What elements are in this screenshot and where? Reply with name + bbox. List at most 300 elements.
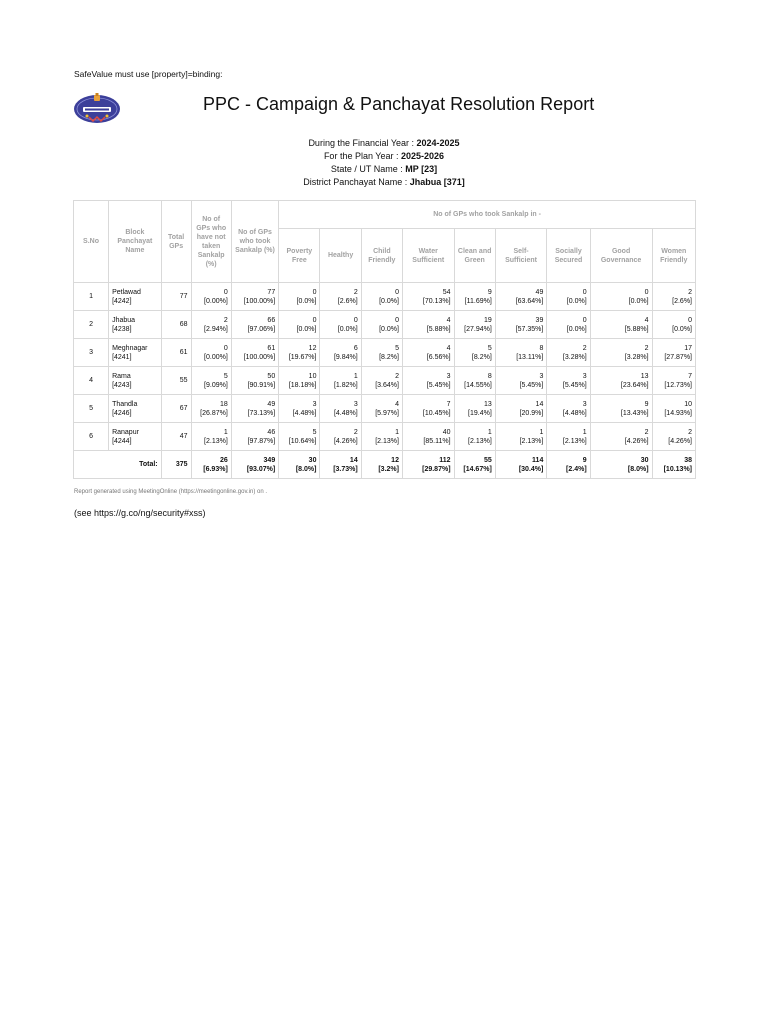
district-label: District Panchayat Name :	[303, 177, 410, 187]
security-link-note: (see https://g.co/ng/security#xss)	[74, 508, 206, 518]
cell-count: 40	[442, 428, 451, 436]
cell-percent: [3.28%]	[562, 353, 587, 361]
table-cell-value	[590, 367, 652, 395]
table-cell-value	[320, 367, 361, 395]
cell-count: 0	[312, 288, 317, 296]
table-cell-value	[279, 339, 320, 367]
block-code: [4242]	[112, 297, 132, 305]
table-cell-value	[402, 395, 454, 423]
cell-percent: [9.09%]	[204, 381, 228, 389]
row-sno: 5	[74, 395, 109, 423]
header-theme: Child Friendly	[361, 229, 402, 283]
cell-percent: [0.0%]	[566, 297, 587, 305]
cell-percent: [23.64%]	[620, 381, 649, 389]
table-cell-value	[320, 451, 361, 479]
table-cell-value	[454, 283, 495, 311]
cell-percent: [0.0%]	[566, 325, 587, 333]
cell-percent: [90.91%]	[247, 381, 276, 389]
cell-percent: [4.26%]	[333, 437, 358, 445]
row-block-name	[109, 395, 162, 423]
cell-percent: [6.93%]	[203, 465, 228, 473]
cell-count: 1	[582, 428, 587, 436]
table-cell-value	[495, 367, 547, 395]
cell-count: 2	[644, 344, 649, 352]
cell-percent: [10.64%]	[288, 437, 317, 445]
cell-count: 7	[446, 400, 451, 408]
report-footnote: Report generated using MeetingOnline (https://meetingonline.gov.in) on .	[74, 489, 268, 495]
cell-percent: [9.84%]	[333, 353, 358, 361]
cell-percent: [14.93%]	[664, 409, 692, 417]
cell-count: 4	[446, 316, 451, 324]
state-row	[0, 163, 768, 176]
cell-percent: [0.0%]	[379, 297, 399, 305]
cell-count: 2	[688, 428, 692, 436]
cell-percent: [19.67%]	[288, 353, 317, 361]
cell-count: 2	[353, 288, 358, 296]
cell-count: 38	[684, 456, 692, 464]
cell-count: 3	[582, 372, 587, 380]
cell-percent: [14.67%]	[463, 465, 492, 473]
table-cell-value	[279, 311, 320, 339]
table-cell-value	[547, 367, 590, 395]
cell-percent: [8.2%]	[379, 353, 399, 361]
cell-percent: [73.13%]	[247, 409, 276, 417]
header-took: No of GPs who took Sankalp (%)	[231, 201, 278, 283]
header-theme: Women Friendly	[652, 229, 695, 283]
cell-count: 5	[487, 344, 492, 352]
cell-count: 50	[267, 372, 276, 380]
cell-percent: [0.0%]	[628, 297, 649, 305]
fy-label: During the Financial Year :	[308, 138, 417, 148]
cell-percent: [0.0%]	[296, 297, 317, 305]
cell-percent: [8.0%]	[295, 465, 317, 473]
table-cell-value	[495, 283, 547, 311]
cell-percent: [27.87%]	[664, 353, 692, 361]
table-row	[74, 367, 696, 395]
table-cell-value	[495, 451, 547, 479]
cell-percent: [30.4%]	[518, 465, 544, 473]
cell-percent: [3.64%]	[375, 381, 399, 389]
table-cell-value	[402, 283, 454, 311]
cell-count: 114	[532, 456, 544, 464]
row-block-name	[109, 283, 162, 311]
cell-count: 112	[439, 456, 451, 464]
cell-percent: [8.2%]	[471, 353, 492, 361]
cell-percent: [11.69%]	[464, 297, 492, 305]
district-row	[0, 176, 768, 189]
block-name: Meghnagar	[112, 344, 148, 352]
table-cell-value	[191, 311, 231, 339]
cell-percent: [19.4%]	[468, 409, 492, 417]
table-cell-value	[652, 451, 695, 479]
header-block-name: Block Panchayat Name	[109, 201, 162, 283]
cell-count: 10	[684, 400, 692, 408]
cell-count: 8	[487, 372, 492, 380]
cell-count: 39	[535, 316, 544, 324]
table-cell-value	[402, 339, 454, 367]
cell-percent: [100.00%]	[243, 353, 276, 361]
table-cell-value	[320, 283, 361, 311]
cell-percent: [26.87%]	[200, 409, 228, 417]
row-sno: 4	[74, 367, 109, 395]
cell-percent: [0.0%]	[672, 325, 692, 333]
cell-count: 0	[223, 344, 228, 352]
cell-percent: [10.45%]	[422, 409, 451, 417]
cell-percent: [100.00%]	[243, 297, 276, 305]
cell-percent: [2.13%]	[562, 437, 587, 445]
row-total-gps: 61	[161, 339, 191, 367]
table-cell-value	[547, 395, 590, 423]
table-cell-value	[361, 283, 402, 311]
table-cell-value	[402, 367, 454, 395]
cell-percent: [0.00%]	[204, 353, 228, 361]
cell-count: 61	[267, 344, 276, 352]
table-cell-value	[454, 367, 495, 395]
table-cell-value	[652, 395, 695, 423]
state-label: State / UT Name :	[330, 164, 406, 174]
cell-percent: [4.48%]	[292, 409, 317, 417]
cell-percent: [97.06%]	[247, 325, 276, 333]
cell-count: 26	[219, 456, 228, 464]
cell-count: 14	[349, 456, 358, 464]
cell-count: 49	[535, 288, 544, 296]
table-row	[74, 423, 696, 451]
cell-percent: [1.82%]	[333, 381, 358, 389]
table-cell-value	[495, 395, 547, 423]
cell-percent: [2.94%]	[204, 325, 228, 333]
cell-count: 4	[446, 344, 451, 352]
cell-percent: [4.48%]	[562, 409, 587, 417]
table-cell-value	[547, 451, 590, 479]
state-value: MP [23]	[405, 164, 438, 174]
table-cell-value	[231, 423, 278, 451]
cell-percent: [0.00%]	[204, 297, 228, 305]
cell-percent: [4.26%]	[624, 437, 649, 445]
cell-percent: [57.35%]	[515, 325, 544, 333]
cell-percent: [63.64%]	[515, 297, 544, 305]
safevalue-notice: SafeValue must use [property]=binding:	[74, 69, 223, 79]
table-cell-value	[231, 311, 278, 339]
cell-count: 3	[353, 400, 358, 408]
cell-percent: [13.11%]	[516, 353, 544, 361]
table-cell-value	[402, 423, 454, 451]
cell-count: 0	[582, 316, 587, 324]
row-total-gps: 77	[161, 283, 191, 311]
header-sno: S.No	[74, 201, 109, 283]
table-cell-value	[191, 283, 231, 311]
table-cell-value	[320, 339, 361, 367]
cell-percent: [3.73%]	[333, 465, 358, 473]
table-cell-value	[361, 311, 402, 339]
row-sno: 1	[74, 283, 109, 311]
table-cell-value	[454, 395, 495, 423]
table-cell-value	[191, 339, 231, 367]
table-cell-value	[547, 423, 590, 451]
row-total-gps: 68	[161, 311, 191, 339]
cell-percent: [93.07%]	[246, 465, 276, 473]
cell-count: 66	[267, 316, 276, 324]
cell-percent: [14.55%]	[464, 381, 492, 389]
cell-count: 1	[539, 428, 544, 436]
cell-count: 77	[267, 288, 276, 296]
cell-percent: [29.87%]	[422, 465, 451, 473]
table-cell-value	[495, 339, 547, 367]
cell-count: 2	[688, 288, 692, 296]
row-block-name	[109, 367, 162, 395]
table-row	[74, 339, 696, 367]
cell-count: 14	[535, 400, 544, 408]
block-name: Jhabua	[112, 316, 136, 324]
cell-count: 10	[308, 372, 317, 380]
cell-percent: [70.13%]	[422, 297, 451, 305]
cell-count: 49	[267, 400, 276, 408]
table-cell-value	[590, 451, 652, 479]
cell-count: 13	[640, 372, 649, 380]
cell-count: 5	[223, 372, 228, 380]
header-theme: Healthy	[320, 229, 361, 283]
cell-count: 3	[539, 372, 544, 380]
row-sno: 2	[74, 311, 109, 339]
block-name: Rama	[112, 372, 131, 380]
block-name: Thandla	[112, 400, 138, 408]
cell-count: 9	[487, 288, 492, 296]
plan-label: For the Plan Year :	[323, 151, 401, 161]
cell-count: 30	[308, 456, 317, 464]
header-theme: Self-Sufficient	[495, 229, 547, 283]
header-total-gps: Total GPs	[161, 201, 191, 283]
table-cell-value	[590, 423, 652, 451]
cell-percent: [20.9%]	[519, 409, 544, 417]
cell-count: 54	[442, 288, 451, 296]
table-cell-value	[279, 283, 320, 311]
row-total-gps: 67	[161, 395, 191, 423]
table-cell-value	[652, 339, 695, 367]
cell-percent: [2.4%]	[566, 465, 587, 473]
financial-year-row	[0, 137, 768, 150]
table-cell-value	[590, 395, 652, 423]
table-cell-value	[231, 283, 278, 311]
cell-count: 0	[353, 316, 358, 324]
table-cell-value	[402, 451, 454, 479]
row-total-gps: 47	[161, 423, 191, 451]
cell-percent: [2.13%]	[468, 437, 492, 445]
table-cell-value	[652, 311, 695, 339]
cell-percent: [2.6%]	[337, 297, 358, 305]
cell-count: 3	[312, 400, 317, 408]
cell-percent: [3.28%]	[624, 353, 649, 361]
cell-count: 2	[353, 428, 358, 436]
table-cell-value	[495, 423, 547, 451]
cell-count: 13	[483, 400, 492, 408]
cell-count: 30	[640, 456, 649, 464]
row-sno: 3	[74, 339, 109, 367]
cell-count: 6	[353, 344, 358, 352]
cell-percent: [4.48%]	[333, 409, 358, 417]
cell-count: 2	[582, 344, 587, 352]
table-cell-value	[191, 395, 231, 423]
cell-count: 349	[263, 456, 276, 464]
table-cell-value	[652, 283, 695, 311]
cell-percent: [5.45%]	[562, 381, 587, 389]
cell-percent: [97.87%]	[247, 437, 276, 445]
table-cell-value	[320, 423, 361, 451]
page-title: PPC - Campaign & Panchayat Resolution Report	[203, 94, 595, 114]
table-cell-value	[361, 367, 402, 395]
cell-count: 0	[312, 316, 317, 324]
table-cell-value	[279, 451, 320, 479]
cell-count: 17	[684, 344, 692, 352]
cell-count: 1	[223, 428, 228, 436]
table-cell-value	[231, 451, 278, 479]
cell-percent: [5.97%]	[375, 409, 399, 417]
table-cell-value	[320, 395, 361, 423]
cell-count: 0	[395, 316, 399, 324]
header-theme: Poverty Free	[279, 229, 320, 283]
table-cell-value	[231, 395, 278, 423]
table-cell-value	[652, 367, 695, 395]
total-gps-sum: 375	[161, 451, 191, 479]
table-cell-value	[590, 283, 652, 311]
table-cell-value	[361, 451, 402, 479]
cell-count: 12	[391, 456, 399, 464]
row-block-name	[109, 311, 162, 339]
table-cell-value	[191, 367, 231, 395]
cell-percent: [13.43%]	[620, 409, 649, 417]
sankalp-report-table	[73, 200, 696, 479]
header-theme: Good Governance	[590, 229, 652, 283]
table-cell-value	[454, 339, 495, 367]
cell-percent: [0.0%]	[296, 325, 317, 333]
cell-count: 55	[483, 456, 492, 464]
table-row	[74, 283, 696, 311]
table-cell-value	[279, 423, 320, 451]
table-cell-value	[652, 423, 695, 451]
cell-count: 7	[688, 372, 692, 380]
header-not-taken: No of GPs who have not taken Sankalp (%)	[191, 201, 231, 283]
table-cell-value	[454, 451, 495, 479]
cell-percent: [2.13%]	[519, 437, 544, 445]
block-code: [4241]	[112, 353, 132, 361]
row-block-name	[109, 423, 162, 451]
block-code: [4238]	[112, 325, 132, 333]
cell-count: 3	[446, 372, 451, 380]
table-cell-value	[547, 339, 590, 367]
block-name: Petlawad	[112, 288, 141, 296]
block-code: [4244]	[112, 437, 132, 445]
cell-percent: [3.2%]	[378, 465, 399, 473]
header-theme: Socially Secured	[547, 229, 590, 283]
table-cell-value	[191, 451, 231, 479]
table-cell-value	[402, 311, 454, 339]
cell-count: 0	[223, 288, 228, 296]
plan-value: 2025-2026	[401, 151, 445, 161]
cell-percent: [2.13%]	[375, 437, 399, 445]
cell-count: 9	[644, 400, 649, 408]
cell-percent: [18.18%]	[288, 381, 317, 389]
cell-count: 8	[539, 344, 544, 352]
cell-percent: [10.13%]	[663, 465, 692, 473]
block-code: [4243]	[112, 381, 132, 389]
cell-percent: [5.45%]	[519, 381, 544, 389]
table-cell-value	[361, 423, 402, 451]
table-cell-value	[590, 311, 652, 339]
cell-count: 2	[395, 372, 399, 380]
table-cell-value	[279, 395, 320, 423]
table-cell-value	[547, 311, 590, 339]
table-row	[74, 395, 696, 423]
cell-count: 12	[308, 344, 317, 352]
cell-percent: [5.88%]	[624, 325, 649, 333]
cell-count: 2	[223, 316, 228, 324]
cell-count: 1	[353, 372, 358, 380]
cell-percent: [4.26%]	[668, 437, 692, 445]
header-theme: Clean and Green	[454, 229, 495, 283]
cell-count: 1	[487, 428, 492, 436]
cell-count: 46	[267, 428, 276, 436]
cell-count: 3	[582, 400, 587, 408]
e-panchayat-logo	[73, 90, 121, 126]
table-cell-value	[590, 339, 652, 367]
block-code: [4246]	[112, 409, 132, 417]
cell-count: 4	[644, 316, 649, 324]
report-meta	[0, 137, 768, 189]
cell-count: 19	[483, 316, 492, 324]
fy-value: 2024-2025	[416, 138, 460, 148]
cell-count: 18	[219, 400, 228, 408]
cell-percent: [5.45%]	[426, 381, 451, 389]
cell-count: 0	[395, 288, 399, 296]
block-name: Ranapur	[112, 428, 139, 436]
table-cell-value	[231, 367, 278, 395]
table-cell-value	[320, 311, 361, 339]
table-cell-value	[454, 423, 495, 451]
cell-percent: [12.73%]	[664, 381, 692, 389]
cell-count: 0	[688, 316, 692, 324]
cell-percent: [6.56%]	[426, 353, 451, 361]
cell-percent: [2.6%]	[672, 297, 692, 305]
district-value: Jhabua [371]	[409, 177, 465, 187]
cell-percent: [8.0%]	[627, 465, 649, 473]
cell-percent: [0.0%]	[337, 325, 358, 333]
row-sno: 6	[74, 423, 109, 451]
cell-percent: [0.0%]	[379, 325, 399, 333]
cell-percent: [2.13%]	[204, 437, 228, 445]
cell-count: 9	[582, 456, 587, 464]
cell-percent: [27.94%]	[464, 325, 492, 333]
table-cell-value	[547, 283, 590, 311]
plan-year-row	[0, 150, 768, 163]
table-cell-value	[361, 339, 402, 367]
cell-count: 0	[644, 288, 649, 296]
total-label: Total:	[74, 451, 162, 479]
table-cell-value	[191, 423, 231, 451]
cell-count: 5	[312, 428, 317, 436]
table-cell-value	[231, 339, 278, 367]
cell-count: 0	[582, 288, 587, 296]
row-block-name	[109, 339, 162, 367]
cell-count: 4	[395, 400, 399, 408]
cell-count: 1	[395, 428, 399, 436]
cell-count: 5	[395, 344, 399, 352]
row-total-gps: 55	[161, 367, 191, 395]
header-sankalp-group: No of GPs who took Sankalp in -	[279, 201, 696, 229]
cell-count: 2	[644, 428, 649, 436]
table-row	[74, 311, 696, 339]
table-cell-value	[361, 395, 402, 423]
header-theme: Water Sufficient	[402, 229, 454, 283]
table-cell-value	[454, 311, 495, 339]
table-total-row	[74, 451, 696, 479]
